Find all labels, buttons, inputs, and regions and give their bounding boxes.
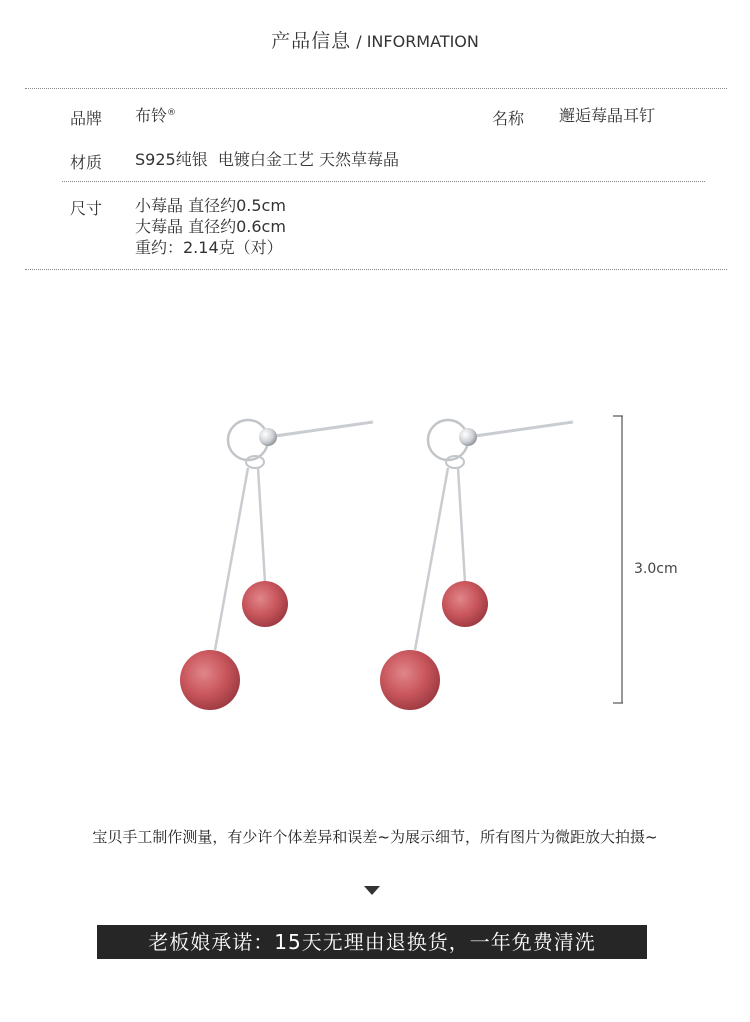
size-label: 尺寸	[70, 199, 103, 218]
arrow-down-icon	[364, 886, 380, 895]
small-bead-right	[442, 581, 488, 627]
title-en: INFORMATION	[366, 32, 479, 51]
divider-bottom	[25, 269, 727, 270]
registered-mark: ®	[167, 108, 177, 118]
measure-bracket	[613, 416, 623, 703]
disclaimer-note: 宝贝手工制作测量，有少许个体差异和误差~为展示细节，所有图片为微距放大拍摄~	[92, 828, 658, 846]
title-cn: 产品信息	[271, 30, 352, 52]
name-value: 邂逅莓晶耳钉	[559, 106, 656, 125]
size-line-large: 大莓晶 直径约0.6cm	[135, 217, 286, 236]
promise-banner: 老板娘承诺：15天无理由退换货，一年免费清洗	[97, 925, 647, 959]
brand-value: 布铃®	[135, 106, 177, 125]
earring-right	[380, 420, 573, 710]
large-bead-right	[380, 650, 440, 710]
large-bead-left	[180, 650, 240, 710]
material-label: 材质	[70, 153, 103, 172]
name-label: 名称	[492, 109, 525, 128]
divider-middle	[62, 181, 705, 182]
measure-label: 3.0cm	[634, 561, 678, 577]
earring-left	[180, 420, 373, 710]
section-title	[0, 26, 750, 53]
title-separator: /	[351, 32, 367, 51]
divider-top	[25, 88, 727, 89]
small-bead-left	[242, 581, 288, 627]
size-line-small: 小莓晶 直径约0.5cm	[135, 196, 286, 215]
earring-product-photo	[0, 390, 750, 730]
size-line-weight: 重约：2.14克（对）	[135, 238, 283, 257]
brand-label: 品牌	[70, 109, 103, 128]
material-value: S925纯银 电镀白金工艺 天然草莓晶	[135, 150, 399, 169]
